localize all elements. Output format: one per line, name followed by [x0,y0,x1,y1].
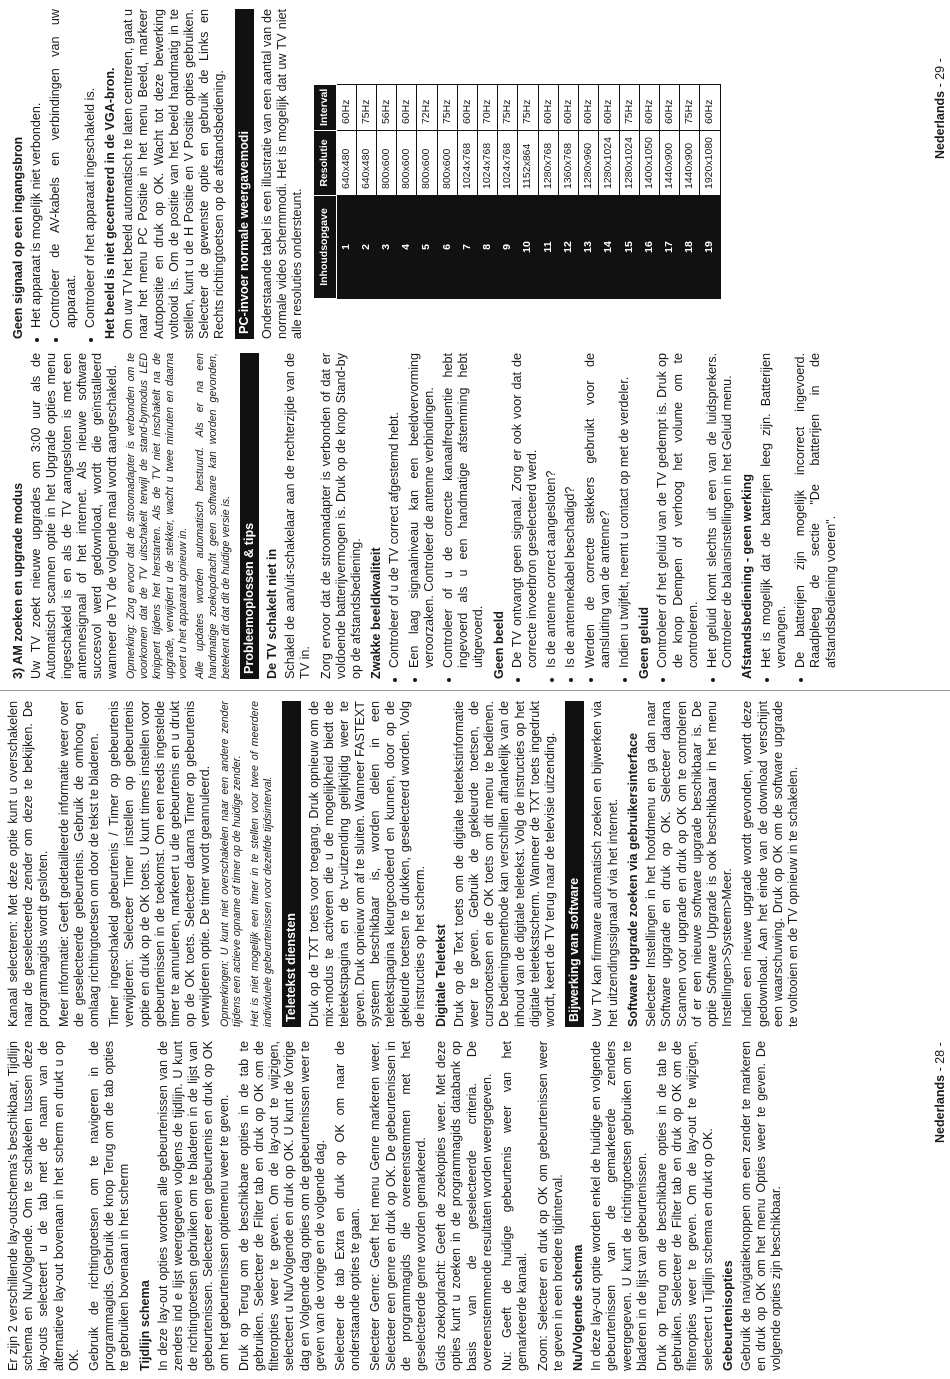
table-row [397,84,417,298]
table-row [558,84,578,298]
subheading: Afstandsbediening - geen werking [740,473,755,679]
table-row [659,84,679,298]
list-item: • Het is mogelijk dat de batterijen leeg zijn. Batterijen vervangen. [759,353,789,668]
interval-cell: 75Hz [437,84,457,130]
bullet-list [29,9,98,339]
interval-cell: 60Hz [558,84,578,130]
table-row [498,84,518,298]
table-row [356,84,376,298]
list-item: • Het geluid komt slechts uit een van de luidsprekers. Controleer de balansinstellingen in het Geluid menu. [705,353,735,668]
paragraph: In deze lay-out optie worden enkel de huidige en volgende gebeurtenissen van de gemarkeerde zenders weergegeven. U kunt de richtingtoetsen gebruiken om te bladeren in de lijst van gebeurtenissen. [589,1041,649,1371]
page29-footer [933,58,948,159]
list-item: • Controleer of het geluid van de TV gedempt is. Druk op de knop Dempen of verhoog het volume om te controleren. [655,353,701,668]
paragraph: Schakel de aan/uit-schakelaar aan de rechterzijde van de TV in. [283,353,313,679]
subheading: 3) AM zoeken en upgrade modus [11,482,25,679]
list-item: • Werden de correcte stekkers gebruikt voor de aansluiting van de antenne? [583,353,613,668]
resolution-cell: 1024x768 [457,131,477,196]
footer-language: Nederlands [932,1074,947,1143]
paragraph: Nu: Geeft de huidige gebeurtenis weer van het gemarkeerde kanaal. [500,1041,530,1371]
list-item: • Controleer of u de correcte kanaalfrequentie hebt ingevoerd als u een handmatige afstemming hebt uitgevoerd. [441,353,487,668]
table-row [518,84,538,298]
subheading: Nu/Volgende schema [570,1244,585,1371]
resolution-cell: 640x480 [356,131,376,196]
page28-column2 [6,701,806,1027]
resolution-cell: 1280x768 [538,131,558,196]
index-cell: 14 [599,196,619,299]
resolution-cell: 1280x1024 [599,131,619,196]
interval-cell: 60Hz [639,84,659,130]
index-cell: 12 [558,196,578,299]
page29-column1 [6,353,844,679]
section-bar: Teletekst diensten [282,701,301,1027]
subheading: Geen geluid [637,606,652,679]
paragraph: Timer ingeschakeld gebeurtenis / Timer op gebeurtenis verwijderen: Selecteer Timer instellen op gebeurtenis optie en druk op de OK toets. U kunt timers instellen voor gebeurtenissen in de toekomst. Om een reeds ingestelde timer te annuleren, markeert u die gebeurtenis en u drukt op de OK toets. Selecteer daarna Timer op gebeurtenis verwijderen optie. De timer wordt geannuleerd. [107,701,213,1027]
paragraph: Gebruik de navigatieknoppen om een zender te markeren en druk op OK om het menu Opties weer te geven. De volgende opties zijn beschikbaar. [738,1041,784,1371]
resolution-cell: 800x600 [397,131,417,196]
table-row [700,84,720,298]
table-header: Interval [314,84,336,130]
index-cell: 10 [518,196,538,299]
resolution-cell: 1400x1050 [639,131,659,196]
interval-cell: 75Hz [498,84,518,130]
note: Het is niet mogelijk een timer in te stellen voor twee of meerdere individuele gebeurtenissen voor dezelfde tijdsinterval. [249,701,275,1027]
resolution-cell: 1024x768 [498,131,518,196]
list-item: • Controleer de AV-kabels en verbindingen van uw apparaat. [48,9,78,328]
table-row [680,84,700,298]
bullet-list [387,353,486,679]
paragraph: Selecteer Instellingen in het hoofdmenu en ga dan naar Software upgrade en druk op OK. Selecteer daarna Scannen voor upgrade en druk op OK om te controleren of er een nieuwe software upgrade beschikbaar is. De optie Software Upgrade is ook beschikbaar in het menu Instellingen>Systeem>Meer. [644,701,735,1027]
paragraph: Kanaal selecteren: Met deze optie kunt u overschakelen naar de geselecteerde zender om deze te bekijken. De programmagids wordt gesloten. [6,701,51,1027]
subheading: Geen beeld [491,611,506,679]
resolution-cell: 800x600 [437,131,457,196]
table-header: Inhoudsopgave [314,196,336,299]
paragraph: Druk op de TXT toets voor toegang. Druk opnieuw om de mix-modus te activeren die u de mogelijkheid biedt de teletekstpagina en de tv-uitzending gelijktijdig weer te geven. Druk opnieuw om af te sluiten. Wanneer FASTEXT systeem beschikbaar is, worden delen in een teletekstpagina kleurgecodeerd en kunnen, door op de gekleurde toetsen te drukken, geselecteerd worden. Volg de instructies op het scherm. [307,701,428,1027]
index-cell: 19 [700,196,720,299]
table-row [457,84,477,298]
page-number: - 28 - [932,1042,947,1072]
table-row [579,84,599,298]
resolution-cell: 640x480 [336,131,356,196]
table-row [478,84,498,298]
subheading: De TV schakelt niet in [265,548,279,679]
paragraph: Selecteer Genre: Geeft het menu Genre markeren weer. Selecteer een genre en druk op OK. De gebeurtenissen in de programmagids die overeenstemmen met het geselecteerde genre worden gemarkeerd. [368,1041,429,1371]
paragraph: Uw TV kan firmware automatisch zoeken en bijwerken via het uitzendingssignaal of via het internet. [590,701,620,1027]
paragraph: Zoom: Selecteer en druk op OK om gebeurtenissen weer te geven in een bredere tijdinterval. [535,1041,565,1371]
interval-cell: 60Hz [457,84,477,130]
resolution-cell: 1024x768 [478,131,498,196]
list-item: • De batterijen zijn mogelijk incorrect ingevoerd. Raadpleeg de sectie "De batterijen in de afstandsbediening voeren". [793,353,839,668]
resolution-cell: 800x600 [417,131,437,196]
table-row [437,84,457,298]
resolution-cell: 1440x900 [680,131,700,196]
index-cell: 2 [356,196,376,299]
interval-cell: 60Hz [599,84,619,130]
page-divider [0,690,950,691]
list-item: • Is de antennekabel beschadigd? [563,353,578,668]
subheading: Digitale Teletekst [433,924,448,1027]
paragraph: Er zijn 2 verschillende lay-outschema's beschikbaar, Tijdlijn schema en Nu/Volgende. Om te schakelen tussen deze lay-outs selecteert u de tab met de naam van de alternatieve lay-out bovenaan in het scherm en drukt u op OK. [6,1041,81,1371]
page29-column2 [6,9,721,339]
paragraph: Gids zoekopdracht: Geeft de zoekopties weer. Met deze opties kunt u zoeken in de programmagids databank op basis van de geselecteerde criteria. De overeenstemmende resultaten worden weergegeven. [434,1041,494,1371]
interval-cell: 60Hz [700,84,720,130]
index-cell: 5 [417,196,437,299]
paragraph: In deze lay-out opties worden alle gebeurtenissen van de zenders ind e lijst weergegeven volgens de tijdlijn. U kunt de richtingtoetsen gebruiken om te bladeren in de lijst van gebeurtenissen. Selecteer een gebeurtenis en druk op OK om het gebeurtenissen optiemenu weer te geven. [155,1041,231,1371]
interval-cell: 56Hz [377,84,397,130]
index-cell: 18 [680,196,700,299]
interval-cell: 60Hz [397,84,417,130]
paragraph: Zorg ervoor dat de stroomadapter is verbonden of dat er voldoende batterijvermogen is. Druk op de knop Stand-by op de afstandsbediening. [318,353,364,679]
bullet-list [759,353,839,679]
page-number: - 29 - [932,58,947,88]
index-cell: 17 [659,196,679,299]
section-bar: Bijwerking van software [565,701,584,1027]
index-cell: 4 [397,196,417,299]
interval-cell: 70Hz [478,84,498,130]
list-item: • Het apparaat is mogelijk niet verbonden. [29,9,44,328]
subheading: Gebeurtenisopties [720,1260,735,1371]
list-item: • De TV ontvangt geen signaal. Zorg er ook voor dat de correcte invoerbron geselecteerd werd. [510,353,540,668]
list-item: • Controleer of het apparaat ingeschakeld is. [83,9,98,328]
paragraph: Indien een nieuwe upgrade wordt gevonden, wordt deze gedownload. Aan het einde van de download verschijnt een waarschuwing. Druk op OK om de software upgrade te voltooien en de TV opnieuw in te schakelen. [740,701,800,1027]
page28-column1 [6,1041,790,1371]
paragraph: Druk op Terug om de beschikbare opties in de tab te gebruiken. Selecteer de Filter tab en druk op OK om de filteropties weer te geven. Om de lay-out te wijzigen, selecteert u Tijdlijn schema en drukt op OK. [654,1041,715,1371]
index-cell: 9 [498,196,518,299]
subheading: Het beeld is niet gecentreerd in de VGA-bron. [103,67,118,339]
section-bar: PC-invoer normale weergavemodi [235,9,254,339]
interval-cell: 75Hz [619,84,639,130]
table-row [377,84,397,298]
interval-cell: 75Hz [518,84,538,130]
subheading: Software upgrade zoeken via gebruikersinterface [625,733,640,1027]
index-cell: 15 [619,196,639,299]
resolution-cell: 800x600 [377,131,397,196]
table-header: Resolutie [314,131,336,196]
interval-cell: 60Hz [659,84,679,130]
interval-cell: 75Hz [356,84,376,130]
paragraph: Selecteer de tab Extra en druk op OK om naar de onderstaande opties te gaan. [333,1041,363,1371]
bullet-list [655,353,735,679]
paragraph: Onderstaande tabel is een illustratie van een aantal van de normale video schermmodi. Het is mogelijk dat uw TV niet alle resoluties ondersteunt. [259,9,305,339]
subheading: Geen signaal op een ingangsbron [11,136,25,339]
footer-language: Nederlands [932,90,947,159]
table-row [336,84,356,298]
resolution-cell: 1280x960 [579,131,599,196]
list-item: • Indien u twijfelt, neemt u contact op met de verdeler. [617,353,632,668]
list-item: • Een laag signaalniveau kan een beeldvervorming veroorzaken. Controleer de antenne verbindingen. [407,353,437,668]
table-row [619,84,639,298]
interval-cell: 60Hz [538,84,558,130]
index-cell: 11 [538,196,558,299]
paragraph: Druk op Terug om de beschikbare opties in de tab te gebruiken. Selecteer de Filter tab en druk op OK om de filteropties weer te geven. Om de lay-out te wijzigen, selecteert u Nu/Volgende en druk op OK. U kunt de Vorige dag en Volgende dag opties om de gebeurtenissen weer te geven van de vorige en de volgende dag. [236,1041,327,1371]
table-row [599,84,619,298]
paragraph: Uw TV zoekt nieuwe upgrades om 3:00 uur als de Automatisch scannen optie in het Upgrade opties menu ingeschakeld is en als de TV aangesloten is met een antennesignaal of het internet. Als nieuwe software succesvol werd gedownload, wordt die geïnstalleerd wanneer de TV de volgende maal wordt aangeschakeld. [29,353,120,679]
paragraph: Om uw TV het beeld automatisch te laten centreren, gaat u naar het menu PC Positie in het menu Beeld, markeer Autopositie en druk op OK. Wacht tot deze bewerking voltooid is. Om de positie van het beeld handmatig in te stellen, kunt u de H Positie en V Positie opties gebruiken. Selecteer de gewenste optie en gebruik de Links en Rechts richtingtoetsen op de afstandsbediening. [121,9,227,339]
list-item: • Controleer of u de TV correct afgestemd hebt. [387,353,402,668]
resolution-cell: 1920x1080 [700,131,720,196]
paragraph: Druk op de Text toets om de digitale teletekstinformatie weer te geven. Gebruik de gekleurde toetsen, de cursortoetsen en de OK toets om dit menu te bedienen. De bedieningsmethode kan verschillen afhankelijk van de inhoud van de digitale teletekst. Volg de instructies op het digitale teletekstscherm. Wanneer de TXT toets ingedrukt wordt, keert de TV terug naar de televisie uitzending. [451,701,558,1027]
list-item: • Is de antenne correct aangesloten? [544,353,559,668]
index-cell: 7 [457,196,477,299]
interval-cell: 72Hz [417,84,437,130]
subheading: Zwakke beeldkwaliteit [369,547,384,679]
table-row [417,84,437,298]
interval-cell: 60Hz [336,84,356,130]
index-cell: 1 [336,196,356,299]
table-row [639,84,659,298]
index-cell: 8 [478,196,498,299]
note: Alle updates worden automatisch bestuurd. Als er na een handmatige zoekopdracht geen software kan worden gevonden, betekent dit dat dit de huidige versie is. [194,353,232,679]
resolution-table [313,84,720,299]
table-body [336,84,720,298]
index-cell: 13 [579,196,599,299]
index-cell: 6 [437,196,457,299]
index-cell: 3 [377,196,397,299]
note: Opmerkingen: U kunt niet overschakelen naar een andere zender tijdens een actieve opname of timer op de huidige zender. [218,701,244,1027]
table-row [538,84,558,298]
paragraph: Meer informatie: Geeft gedetailleerde informatie weer over de geselecteerde gebeurtenis. Gebruik de omhoog en omlaag richtingtoetsen om door de tekst te bladeren. [56,701,102,1027]
page28-footer [933,1042,948,1143]
section-bar: Probleemoplossen & tips [240,353,259,679]
resolution-cell: 1280x1024 [619,131,639,196]
resolution-cell: 1440x900 [659,131,679,196]
bullet-list [510,353,632,679]
table-header-row [314,84,336,298]
interval-cell: 60Hz [579,84,599,130]
interval-cell: 75Hz [680,84,700,130]
subheading: Tijdlijn schema [137,1280,152,1371]
resolution-cell: 1360x768 [558,131,578,196]
resolution-cell: 1152x864 [518,131,538,196]
note: Opmerking: Zorg ervoor dat de stroomadapter is verbonden om te voorkomen dat de TV uitschakelt terwijl de stand-bymodus LED knippert tijdens het herstarten. Als de TV niet inschakelt na de upgrade, verwijdert u de stekker, wacht u twee minuten en daarna voert u het apparaat opnieuw in. [125,353,189,679]
index-cell: 16 [639,196,659,299]
paragraph: Gebruik de richtingtoetsen om te navigeren in de programmagids. Gebruik de knop Terug om de tab opties te gebruiken bovenaan in het scherm [87,1041,132,1371]
